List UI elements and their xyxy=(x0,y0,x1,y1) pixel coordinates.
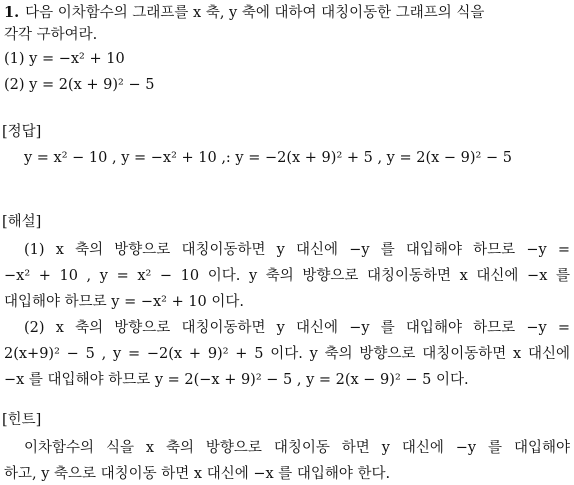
problem-line-1 xyxy=(4,3,484,23)
problem-number: 1. xyxy=(4,4,20,21)
answer-heading: [정답] xyxy=(2,124,42,140)
explanation-line: (1) x 축의 방향으로 대칭이동하면 y 대신에 −y 를 대입해야 하므로 −y = xyxy=(24,242,570,258)
answer-line: y = x² − 10 , y = −x² + 10 ,: y = −2(x + 9)² + 5 , y = 2(x − 9)² − 5 xyxy=(24,150,512,166)
explanation-line: 2(x+9)² − 5 , y = −2(x + 9)² + 5 이다. y 축의 방향으로 대칭이동하면 x 대신에 xyxy=(4,346,570,362)
problem-item-2: (2) y = 2(x + 9)² − 5 xyxy=(4,77,155,93)
explanation-line: −x² + 10 , y = x² − 10 이다. y 축의 방향으로 대칭이동하면 x 대신에 −x 를 xyxy=(4,268,570,284)
hint-line: 하고, y 축으로 대칭이동 하면 x 대신에 −x 를 대입해야 한다. xyxy=(4,466,391,482)
problem-item-1: (1) y = −x² + 10 xyxy=(4,51,125,67)
hint-line: 이차함수의 식을 x 축의 방향으로 대칭이동 하면 y 대신에 −y 를 대입해야 xyxy=(24,440,570,456)
explanation-line: −x 를 대입해야 하므로 y = 2(−x + 9)² − 5 , y = 2(x − 9)² − 5 이다. xyxy=(4,372,469,388)
explanation-line: 대입해야 하므로 y = −x² + 10 이다. xyxy=(4,294,245,310)
explanation-line: (2) x 축의 방향으로 대칭이동하면 y 대신에 −y 를 대입해야 하므로 −y = xyxy=(24,320,570,336)
problem-text-1: 다음 이차함수의 그래프를 x 축, y 축에 대하여 대칭이동한 그래프의 식을 xyxy=(25,5,485,21)
hint-heading: [힌트] xyxy=(2,412,42,428)
problem-line-2: 각각 구하여라. xyxy=(4,27,98,43)
explanation-heading: [해설] xyxy=(2,214,42,230)
